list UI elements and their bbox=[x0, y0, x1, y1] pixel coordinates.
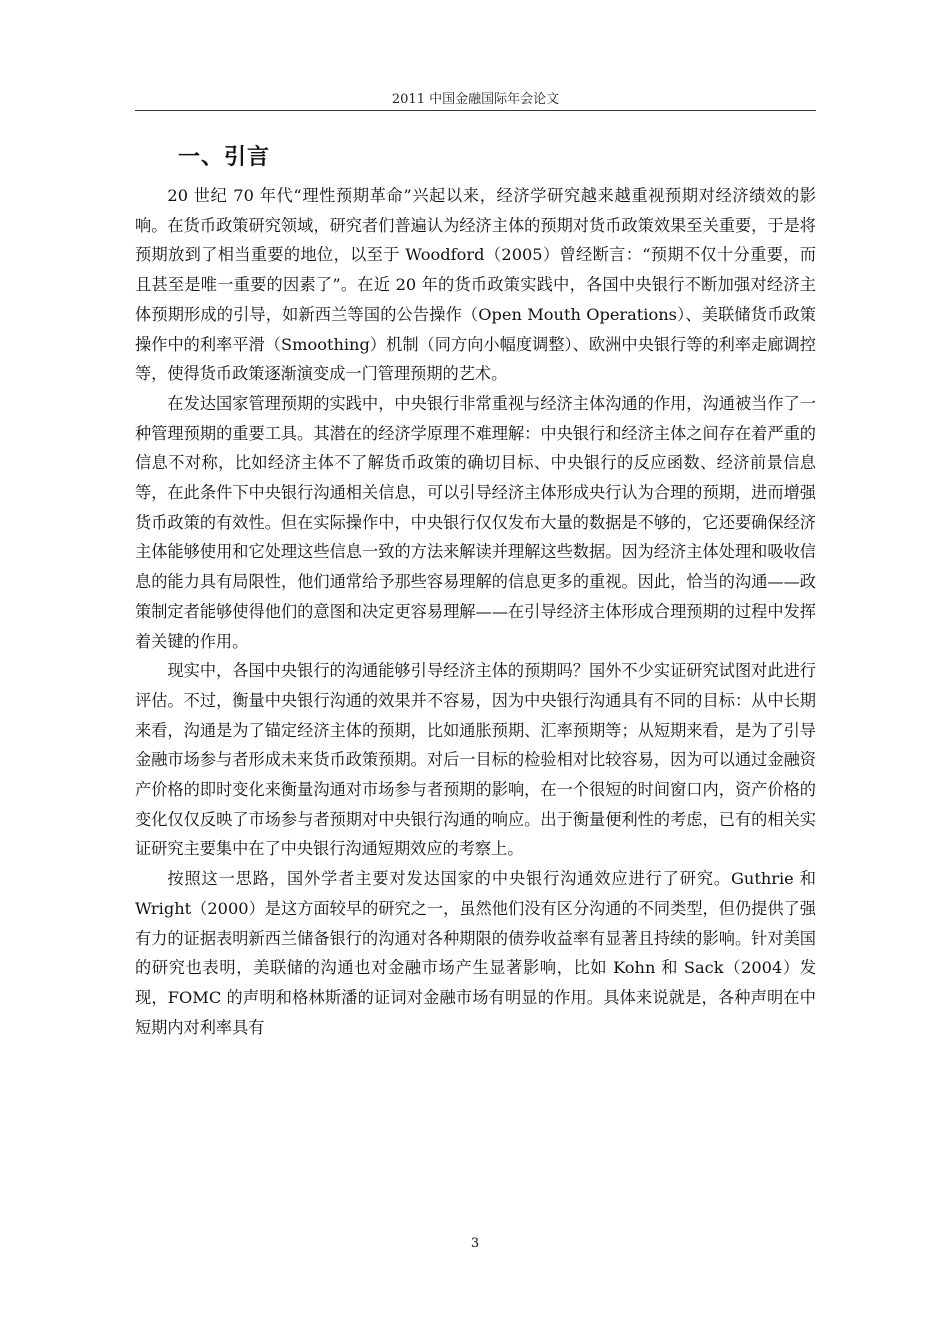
running-header: 2011 中国金融国际年会论文 bbox=[391, 92, 560, 107]
paragraph-4: 按照这一思路，国外学者主要对发达国家的中央银行沟通效应进行了研究。Guthrie 和 Wright（2000）是这方面较早的研究之一，虽然他们没有区分沟通的不同类型，但仍提供了强有力的证据表明新西兰储备银行的沟通对各种期限的债券收益率有显著且持续的影响。针对美国的研究也表明，美联储的沟通也对金融市场产生显著影响，比如 Kohn 和 Sack（2004）发现，FOMC 的声明和格林斯潘的证词对金融市场有明显的作用。具体来说就是，各种声明在中短期内对利率具有 bbox=[135, 869, 816, 1037]
paragraph-2: 在发达国家管理预期的实践中，中央银行非常重视与经济主体沟通的作用，沟通被当作了一种管理预期的重要工具。其潜在的经济学原理不难理解：中央银行和经济主体之间存在着严重的信息不对称，比如经济主体不了解货币政策的确切目标、中央银行的反应函数、经济前景信息等，在此条件下中央银行沟通相关信息，可以引导经济主体形成央行认为合理的预期，进而增强货币政策的有效性。但在实际操作中，中央银行仅仅发布大量的数据是不够的，它还要确保经济主体能够使用和它处理这些信息一致的方法来解读并理解这些数据。因为经济主体处理和吸收信息的能力具有局限性，他们通常给予那些容易理解的信息更多的重视。因此，恰当的沟通——政策制定者能够使得他们的意图和决定更容易理解——在引导经济主体形成合理预期的过程中发挥着关键的作用。 bbox=[135, 393, 816, 651]
header-rule bbox=[135, 110, 816, 111]
paragraph-1: 20 世纪 70 年代“理性预期革命”兴起以来，经济学研究越来越重视预期对经济绩效的影响。在货币政策研究领域，研究者们普遍认为经济主体的预期对货币政策效果至关重要，于是将预期放到了相当重要的地位，以至于 Woodford（2005）曾经断言：“预期不仅十分重要，而且甚至是唯一重要的因素了”。在近 20 年的货币政策实践中，各国中央银行不断加强对经济主体预期形成的引导，如新西兰等国的公告操作（Open Mouth Operations）、美联储货币政策操作中的利率平滑（Smoothing）机制（同方向小幅度调整）、欧洲中央银行等的利率走廊调控等，使得货币政策逐渐演变成一门管理预期的艺术。 bbox=[135, 186, 816, 384]
paragraph-3: 现实中，各国中央银行的沟通能够引导经济主体的预期吗？国外不少实证研究试图对此进行评估。不过，衡量中央银行沟通的效果并不容易，因为中央银行沟通具有不同的目标：从中长期来看，沟通是为了锚定经济主体的预期，比如通胀预期、汇率预期等；从短期来看，是为了引导金融市场参与者形成未来货币政策预期。对后一目标的检验相对比较容易，因为可以通过金融资产价格的即时变化来衡量沟通对市场参与者预期的影响，在一个很短的时间窗口内，资产价格的变化仅仅反映了市场参与者预期对中央银行沟通的响应。出于衡量便利性的考虑，已有的相关实证研究主要集中在了中央银行沟通短期效应的考察上。 bbox=[135, 661, 816, 859]
body-text bbox=[135, 181, 816, 1042]
section-title: 一、引言 bbox=[178, 145, 271, 170]
page-number: 3 bbox=[470, 1236, 480, 1251]
